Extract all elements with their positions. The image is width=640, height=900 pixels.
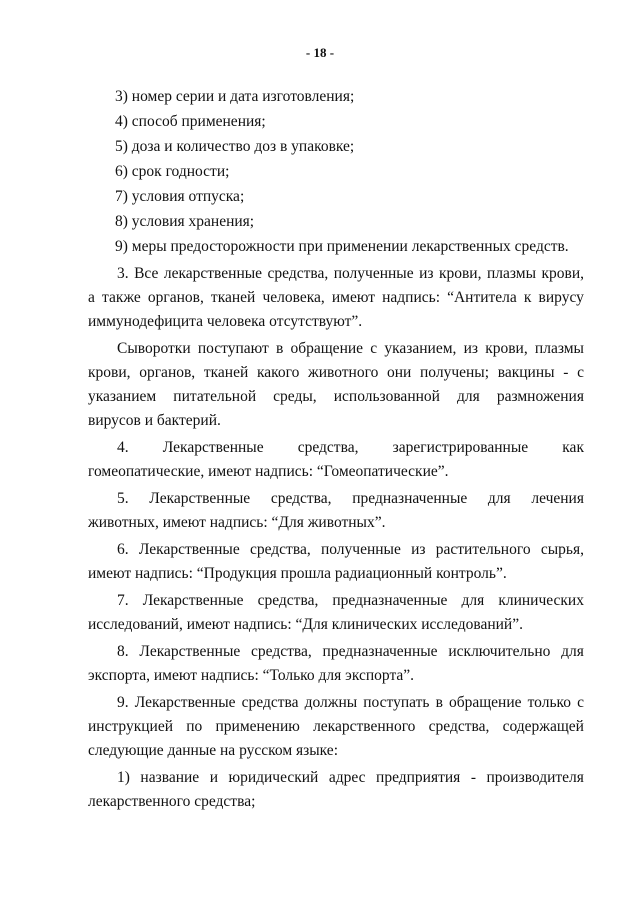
word: средства, (297, 439, 359, 456)
word: - (470, 769, 476, 786)
word: из (411, 541, 426, 558)
word: вирусу (538, 289, 584, 306)
word: средства, (251, 643, 312, 660)
paragraph-line (117, 592, 584, 610)
word: животного (308, 364, 379, 381)
paragraph-line (117, 265, 584, 283)
word: вакцины (497, 364, 555, 381)
word: 5. (117, 490, 129, 507)
word: Все (134, 265, 159, 282)
word: 6. (117, 541, 129, 558)
word: тканей (203, 364, 249, 381)
paragraph-line: животных, имеют надпись: “Для животных”. (88, 514, 386, 531)
word: для (461, 592, 485, 609)
word: производителя (486, 769, 584, 786)
word: поступать (363, 694, 430, 711)
word: органов, (147, 289, 204, 306)
word: обращение (290, 340, 364, 357)
word: полученные (320, 541, 401, 558)
paragraph-line (117, 439, 584, 457)
word: для (561, 643, 584, 660)
word: сырья, (540, 541, 584, 558)
list-item (117, 769, 584, 787)
paragraph-line: следующие данные на русском языке: (88, 742, 338, 759)
word: средства (241, 694, 299, 711)
paragraph-line: гомеопатические, имеют надпись: “Гомеопатические”. (88, 463, 449, 480)
word: полученные (333, 265, 414, 282)
word: Лекарственные (162, 439, 264, 456)
word: Сыворотки (117, 340, 191, 357)
paragraph-line: экспорта, имеют надпись: “Только для экспорта”. (88, 667, 415, 684)
word: с (577, 364, 584, 381)
list-item: 6) срок годности; (115, 163, 230, 180)
word: адрес (328, 769, 366, 786)
list-item: 5) доза и количество доз в упаковке; (115, 138, 355, 155)
word: с (370, 340, 378, 357)
paragraph-line (88, 718, 584, 736)
word: 3. (117, 265, 129, 282)
word: они (387, 364, 412, 381)
word: человека, (262, 289, 325, 306)
list-item: 7) условия отпуска; (115, 188, 245, 205)
list-item: 9) меры предосторожности при применении лекарственных средств. (115, 238, 569, 255)
word: как (562, 439, 584, 456)
word: питательной (173, 388, 257, 405)
word: указанием, (384, 340, 457, 357)
word: получены; (420, 364, 490, 381)
word: 1) (117, 769, 130, 786)
word: средства, (249, 541, 311, 558)
word: крови, (88, 364, 131, 381)
paragraph-line (117, 490, 584, 508)
paragraph-line (117, 340, 584, 358)
paragraph-line (117, 541, 584, 559)
word: 4. (117, 439, 129, 456)
word: из (463, 340, 479, 357)
word: лекарственные (163, 265, 263, 282)
word: средства, (257, 592, 319, 609)
word: 8. (117, 643, 129, 660)
word: обращение (448, 694, 522, 711)
word: среды, (273, 388, 317, 405)
word: какого (256, 364, 300, 381)
page-number: - 18 - (305, 45, 335, 60)
paragraph-line (88, 364, 584, 382)
word: Лекарственные (138, 541, 240, 558)
word: крови, (485, 340, 528, 357)
word: применению (215, 718, 300, 735)
word: Лекарственные (139, 643, 241, 660)
word: инструкцией (88, 718, 174, 735)
word: только (527, 694, 572, 711)
word: предприятия (376, 769, 461, 786)
word: юридический (228, 769, 319, 786)
word: Лекарственные (134, 694, 236, 711)
word: Лекарственные (149, 490, 251, 507)
word: средства, (428, 718, 490, 735)
word: средства, (270, 490, 332, 507)
word: предназначенные (322, 643, 438, 660)
word: крови, (541, 265, 584, 282)
word: - (563, 364, 569, 381)
word: для (457, 388, 480, 405)
word: размножения (496, 388, 584, 405)
list-item: 4) способ применения; (115, 113, 266, 130)
list-item: лекарственного средства; (88, 793, 256, 810)
word: для (487, 490, 511, 507)
word: крови, (438, 265, 482, 282)
word: 7. (117, 592, 129, 609)
word: по (186, 718, 203, 735)
word: надпись: (382, 289, 440, 306)
word: лечения (531, 490, 584, 507)
word: предназначенные (332, 592, 448, 609)
word: в (435, 694, 443, 711)
word: плазмы (486, 265, 536, 282)
word: и (209, 769, 218, 786)
paragraph-line: вирусов и бактерий. (88, 412, 221, 429)
word: в (275, 340, 284, 357)
word: содержащей (502, 718, 584, 735)
word: клинических (498, 592, 584, 609)
word: предназначенные (352, 490, 468, 507)
list-item: 3) номер серии и дата изготовления; (115, 88, 355, 105)
word: тканей (210, 289, 256, 306)
word: должны (304, 694, 358, 711)
word: исключительно (448, 643, 551, 660)
paragraph-line (117, 694, 584, 712)
word: 9. (117, 694, 129, 711)
word: указанием (88, 388, 157, 405)
word: к (523, 289, 532, 306)
word: из (419, 265, 434, 282)
paragraph-line: имеют надпись: “Продукция прошла радиационный контроль”. (88, 565, 507, 582)
word: использованной (333, 388, 440, 405)
word: название (140, 769, 200, 786)
word: а (88, 289, 95, 306)
word: растительного (435, 541, 531, 558)
word: имеют (331, 289, 375, 306)
word: поступают (197, 340, 269, 357)
word: средства, (267, 265, 329, 282)
word: с (577, 694, 584, 711)
list-item: 8) условия хранения; (115, 213, 255, 230)
word: также (101, 289, 141, 306)
word: органов, (139, 364, 196, 381)
paragraph-line: исследований, имеют надпись: “Для клинических исследований”. (88, 616, 523, 633)
word: зарегистрированные (392, 439, 529, 456)
paragraph-line (88, 289, 584, 307)
word: “Антитела (447, 289, 517, 306)
word: Лекарственные (142, 592, 244, 609)
paragraph-line (117, 643, 584, 661)
word: лекарственного (313, 718, 416, 735)
word: плазмы (534, 340, 584, 357)
paragraph-line (88, 388, 584, 406)
paragraph-line: иммунодефицита человека отсутствуют”. (88, 313, 363, 330)
